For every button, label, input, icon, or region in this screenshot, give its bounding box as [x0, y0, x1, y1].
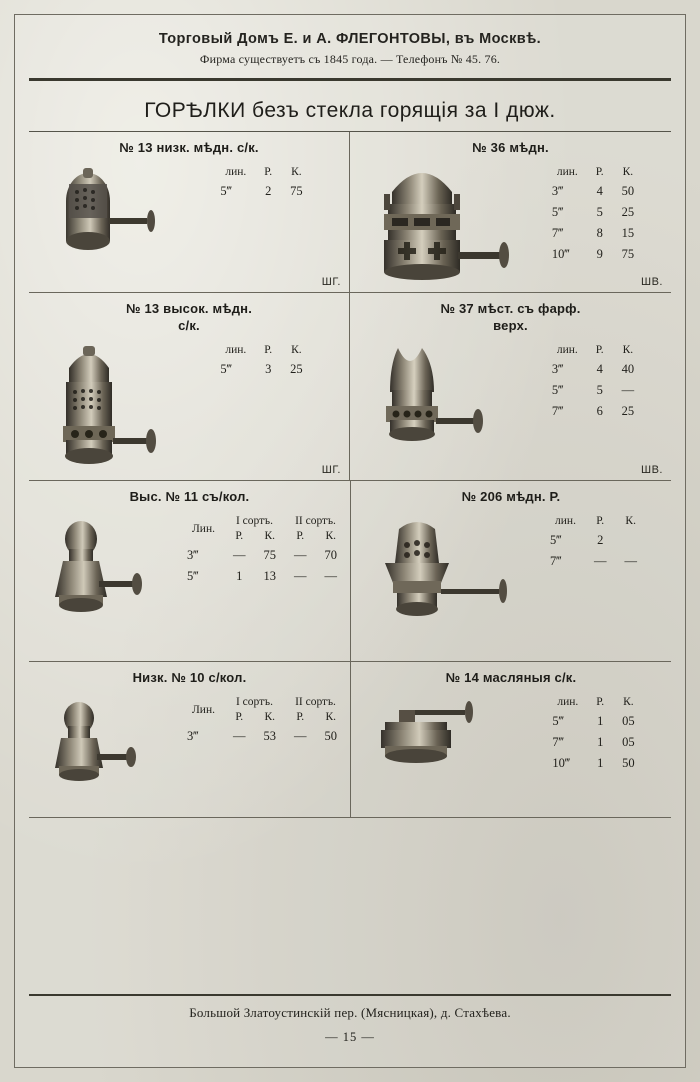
- cell-r: 5: [596, 382, 603, 397]
- cell-k2: 70: [324, 548, 337, 562]
- price-table-wrap: [524, 156, 667, 265]
- price-header-row: [183, 515, 346, 530]
- product-illustration: [355, 505, 525, 655]
- price-table-wrap: [183, 156, 345, 202]
- header-divider: [29, 78, 671, 81]
- price-header-row: [216, 166, 311, 181]
- col-lin: лин.: [556, 343, 578, 356]
- col-r: Р.: [595, 343, 604, 356]
- product-illustration: [354, 334, 524, 469]
- cell-r: 6: [596, 403, 603, 418]
- price-table: [548, 696, 643, 774]
- cell-k2: 50: [324, 729, 337, 744]
- cell-r: 4: [596, 184, 603, 199]
- cell-k: 25: [290, 361, 303, 376]
- product-cell: [29, 662, 351, 817]
- product-illustration: [33, 686, 183, 811]
- price-header-row: [548, 166, 643, 181]
- price-table-wrap: [183, 686, 346, 747]
- product-caption: № 36 мѣдн.: [472, 140, 549, 155]
- cell-k: 75: [621, 247, 635, 262]
- cell-k: 25: [621, 403, 635, 418]
- cell-lin: 7‴: [551, 403, 564, 418]
- cell-r1: —: [232, 548, 246, 562]
- product-cell: [350, 293, 671, 480]
- product-cell: [29, 132, 350, 292]
- col-r: Р.: [296, 711, 305, 724]
- cell-r: 8: [596, 226, 603, 241]
- cell-lin: 7‴: [551, 226, 564, 241]
- col-r: Р.: [596, 515, 605, 527]
- price-table: [548, 344, 643, 422]
- product-cell: [29, 481, 351, 661]
- col-sort1: I сортъ.: [235, 515, 273, 527]
- product-row: [29, 481, 671, 662]
- price-table-wrap: [183, 505, 346, 587]
- cell-k1: 75: [263, 548, 276, 562]
- cell-k: 75: [290, 184, 303, 199]
- page-number: — 15 —: [325, 1030, 375, 1044]
- price-table: [183, 515, 346, 587]
- cell-lin: 7‴: [550, 554, 562, 568]
- product-row: [29, 662, 671, 818]
- caption-line-2: верх.: [493, 317, 528, 333]
- col-r: Р.: [235, 530, 244, 542]
- table-row: [216, 181, 311, 202]
- cell-lin: 5‴: [220, 361, 232, 376]
- price-table: [548, 166, 643, 265]
- page-border: [14, 14, 686, 1068]
- product-illustration: [355, 686, 525, 806]
- table-row: [548, 711, 643, 732]
- col-sort1: I сортъ.: [235, 696, 273, 709]
- caption-line-1: № 13 высок. мѣдн.: [125, 301, 253, 317]
- col-r: Р.: [235, 711, 244, 724]
- cell-lin: 5‴: [551, 382, 564, 397]
- cell-k: 50: [622, 756, 635, 771]
- cell-k: 40: [621, 361, 635, 376]
- col-r: Р.: [296, 530, 305, 542]
- page-header: [29, 31, 671, 67]
- cell-lin: 10‴: [552, 756, 571, 771]
- price-table: [216, 166, 311, 202]
- cell-r: 3: [265, 361, 272, 376]
- price-header-row: [548, 696, 643, 711]
- price-table-wrap: [183, 334, 345, 380]
- cell-k: 05: [622, 735, 635, 750]
- table-row: [183, 726, 346, 747]
- footer-divider: [29, 994, 671, 996]
- product-caption: № 14 масляныя с/к.: [445, 670, 577, 685]
- product-code: ШВ.: [641, 463, 663, 476]
- col-k: К.: [325, 530, 336, 542]
- cell-r: 2: [265, 184, 272, 199]
- product-cell: [29, 293, 350, 480]
- col-sort2: II сортъ.: [295, 696, 336, 709]
- cell-r2: —: [293, 548, 307, 562]
- table-row: [548, 359, 643, 380]
- table-row: [546, 551, 646, 572]
- col-k: К.: [264, 711, 275, 724]
- col-r: Р.: [595, 166, 604, 179]
- col-k: К.: [264, 530, 275, 542]
- table-row: [546, 530, 646, 551]
- cell-r: 4: [596, 361, 603, 376]
- product-illustration: [33, 334, 183, 474]
- col-k: К.: [291, 166, 302, 179]
- cell-lin: 5‴: [552, 714, 564, 729]
- cell-r2: —: [293, 569, 307, 583]
- price-table-wrap: [524, 334, 667, 422]
- col-lin: Лин.: [192, 703, 215, 716]
- cell-r: 1: [597, 756, 604, 771]
- product-cell: [351, 481, 671, 661]
- cell-r: 1: [597, 714, 604, 729]
- product-caption: [354, 301, 667, 334]
- col-k: К.: [291, 343, 302, 356]
- col-lin: Лин.: [192, 522, 215, 535]
- caption-line-1: № 37 мѣст. съ фарф.: [440, 301, 581, 317]
- cell-k: —: [621, 382, 635, 397]
- cell-r: 9: [596, 247, 603, 262]
- cell-r: 5: [596, 205, 603, 220]
- price-table-wrap: [525, 686, 667, 774]
- price-header-row: [548, 344, 643, 359]
- footer-address: Большой Златоустинскій пер. (Мясницкая), д. Стахѣева.: [189, 1005, 511, 1020]
- page-footer: [29, 994, 671, 1045]
- price-header-row: [216, 344, 311, 359]
- col-lin: лин.: [555, 515, 576, 527]
- product-caption: Выс. № 11 съ/кол.: [129, 488, 250, 504]
- col-k: К.: [623, 696, 634, 709]
- cell-k1: 13: [263, 569, 276, 583]
- cell-k1: 53: [263, 729, 276, 744]
- product-illustration: [33, 505, 183, 630]
- col-r: Р.: [264, 343, 273, 356]
- price-table: [183, 696, 346, 747]
- product-illustration: [354, 156, 524, 286]
- table-row: [548, 753, 643, 774]
- product-caption: [33, 301, 345, 334]
- cell-lin: 5‴: [187, 569, 199, 583]
- product-illustration: [33, 156, 183, 281]
- cell-lin: 3‴: [187, 729, 199, 744]
- table-row: [548, 181, 643, 202]
- cell-k: 05: [622, 714, 635, 729]
- col-k: К.: [325, 711, 336, 724]
- product-caption: № 206 мѣдн. Р.: [461, 488, 561, 504]
- table-row: [548, 244, 643, 265]
- product-cell: [351, 662, 671, 817]
- cell-k2: —: [324, 569, 337, 583]
- cell-k: —: [624, 554, 637, 568]
- cell-lin: 5‴: [220, 184, 232, 199]
- col-r: Р.: [596, 696, 605, 709]
- table-row: [548, 401, 643, 422]
- cell-lin: 10‴: [551, 247, 570, 262]
- col-lin: лин.: [225, 166, 247, 179]
- product-caption: № 13 низк. мѣдн. с/к.: [119, 140, 259, 155]
- cell-lin: 3‴: [187, 548, 199, 562]
- cell-r2: —: [293, 729, 307, 744]
- cell-r: —: [593, 554, 607, 568]
- cell-r1: —: [232, 729, 246, 744]
- table-row: [183, 545, 346, 566]
- col-k: К.: [625, 515, 636, 527]
- table-row: [183, 566, 346, 587]
- cell-r: 2: [597, 533, 604, 547]
- col-k: К.: [622, 166, 634, 179]
- col-lin: лин.: [225, 343, 247, 356]
- page-title: ГОРѢЛКИ безъ стекла горящія за I дюж.: [144, 99, 556, 122]
- cell-lin: 5‴: [550, 533, 562, 547]
- cell-k: 50: [621, 184, 635, 199]
- cell-lin: 7‴: [552, 735, 564, 750]
- cell-r1: 1: [236, 569, 243, 583]
- price-table-wrap: [525, 505, 667, 572]
- cell-lin: 3‴: [551, 361, 564, 376]
- cell-k: 15: [621, 226, 635, 241]
- firm-subtitle: Фирма существуетъ съ 1845 года. — Телефонъ № 45. 76.: [199, 52, 501, 66]
- table-row: [548, 380, 643, 401]
- col-r: Р.: [264, 166, 273, 179]
- price-table: [546, 515, 646, 572]
- col-sort2: II сортъ.: [295, 515, 336, 527]
- product-caption: Низк. № 10 с/кол.: [132, 670, 247, 685]
- product-code: ШГ.: [321, 276, 341, 289]
- price-header-row: [183, 696, 346, 711]
- col-k: К.: [622, 343, 634, 356]
- caption-line-2: с/к.: [178, 317, 200, 333]
- cell-lin: 3‴: [551, 184, 564, 199]
- product-row: [29, 293, 671, 481]
- table-row: [548, 223, 643, 244]
- cell-lin: 5‴: [551, 205, 564, 220]
- firm-name: Торговый Домъ Е. и А. ФЛЕГОНТОВЫ, въ Москвѣ.: [158, 31, 542, 47]
- product-cell: [350, 132, 671, 292]
- product-row: [29, 132, 671, 293]
- price-table: [216, 344, 311, 380]
- cell-k: 25: [621, 205, 635, 220]
- col-lin: лин.: [556, 166, 578, 179]
- table-row: [216, 359, 311, 380]
- product-code: ШВ.: [641, 276, 663, 289]
- table-row: [548, 202, 643, 223]
- price-header-row: [546, 515, 646, 530]
- product-code: ШГ.: [321, 463, 341, 476]
- cell-k: [615, 530, 646, 551]
- col-lin: лин.: [557, 696, 579, 709]
- table-row: [548, 732, 643, 753]
- cell-r: 1: [597, 735, 604, 750]
